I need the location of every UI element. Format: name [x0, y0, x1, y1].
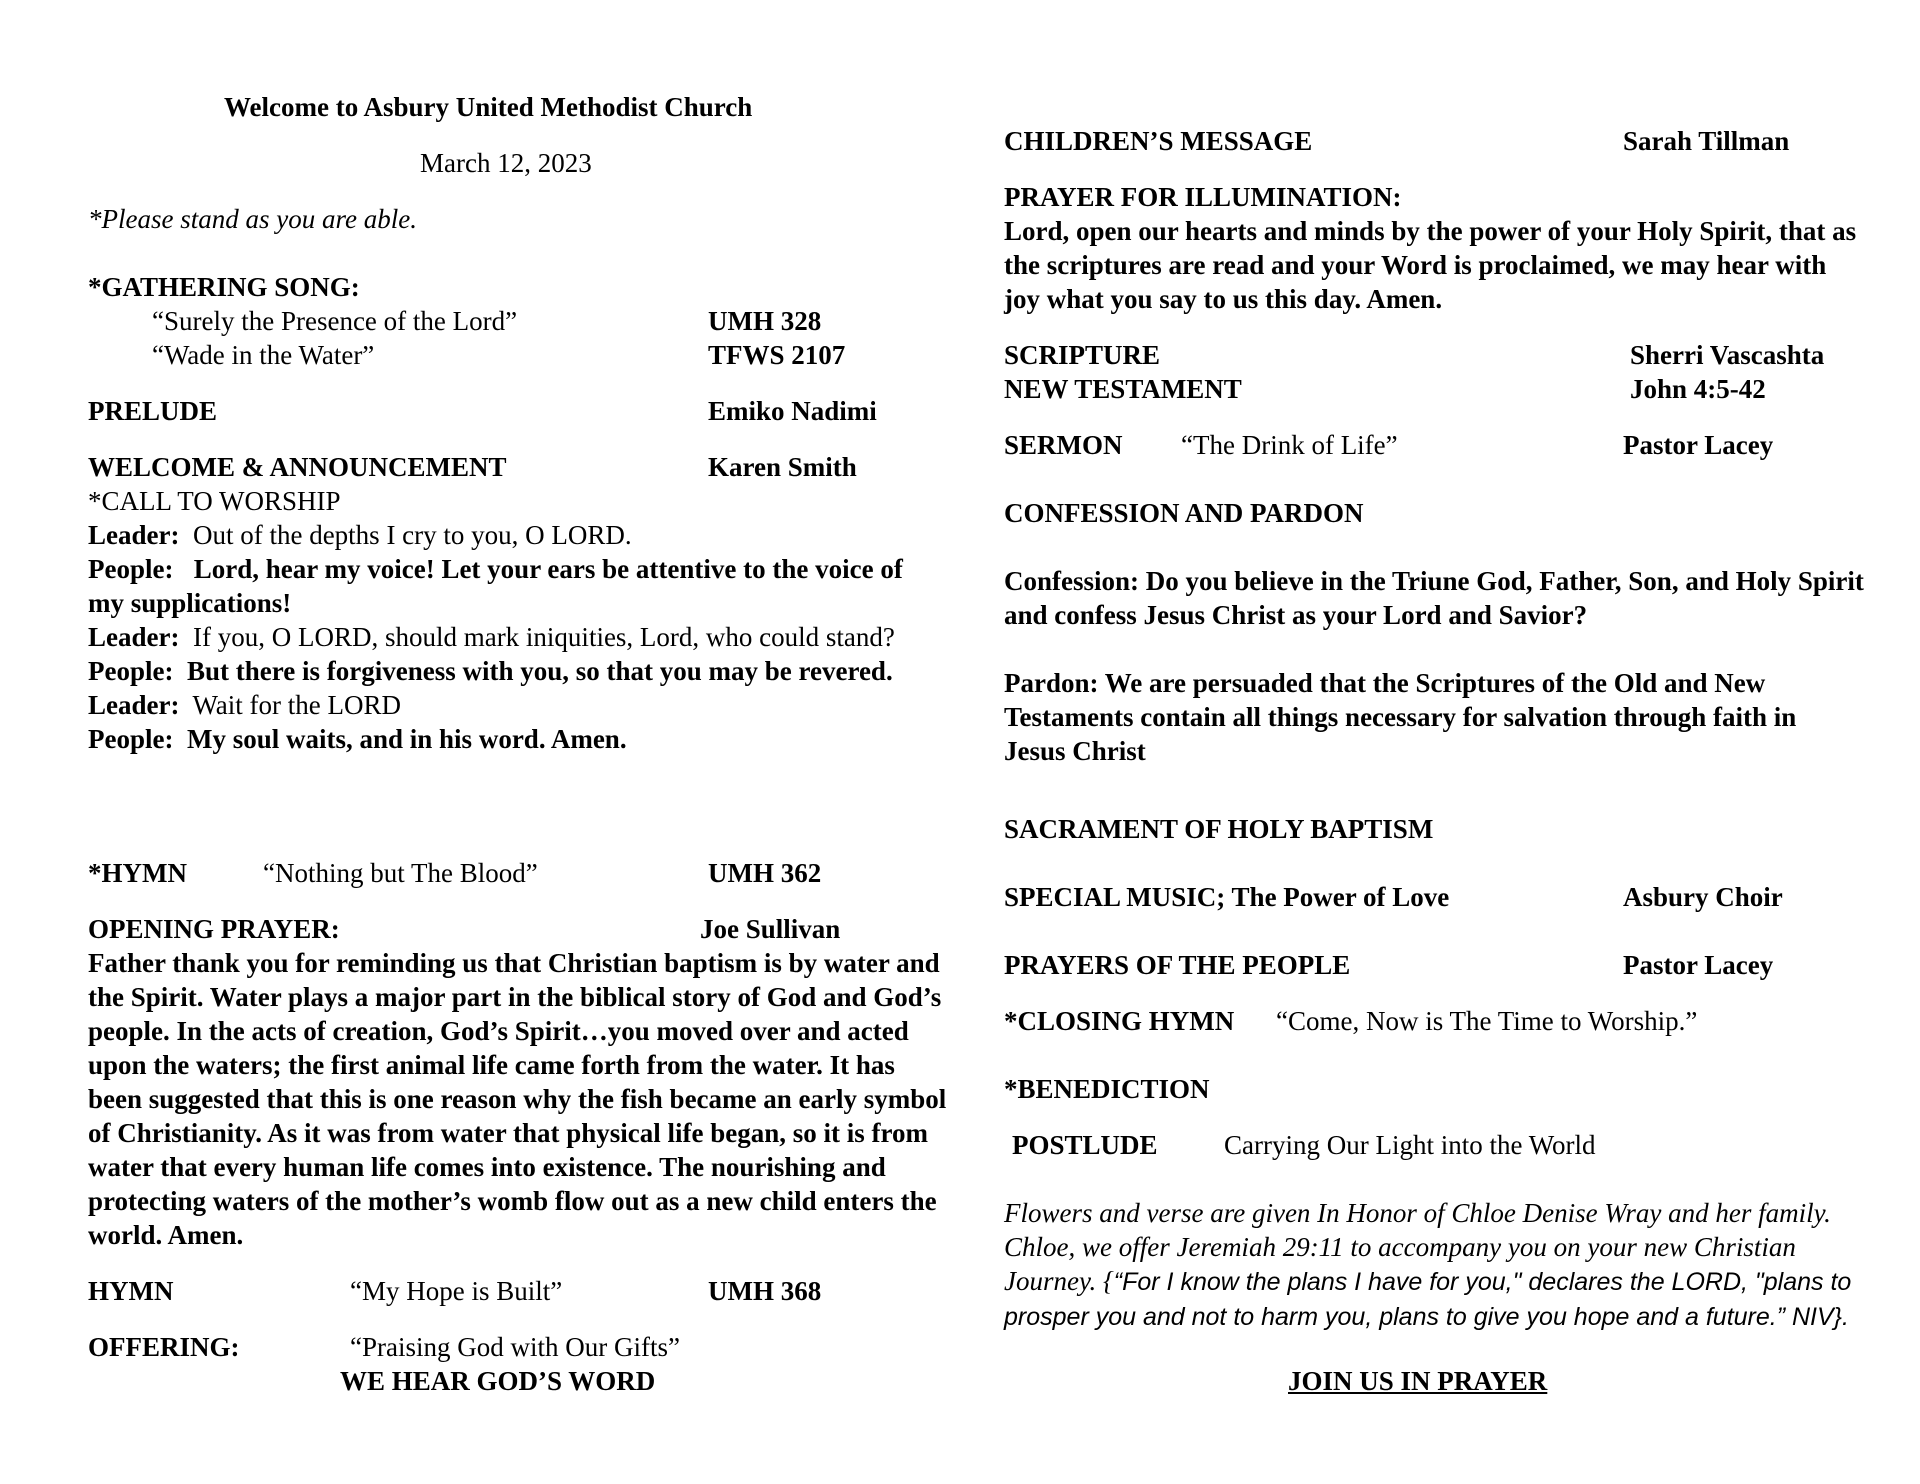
service-date: March 12, 2023 — [420, 148, 592, 178]
gathering-song-ref: UMH 328 — [708, 306, 822, 336]
litany-speaker: Leader: — [88, 622, 180, 652]
litany-line — [88, 654, 908, 688]
confession-text: Confession: Do you believe in the Triune God, Father, Son, and Holy Spirit and confess Jesus Christ as your Lord and Savior? — [1004, 566, 1864, 630]
welcome-heading: Welcome to Asbury United Methodist Church — [224, 92, 753, 122]
sermon-label: SERMON — [1004, 430, 1123, 460]
call-to-worship-litany — [88, 518, 908, 756]
gathering-song-title: “Wade in the Water” — [152, 340, 375, 370]
prayer-illumination-text: Lord, open our hearts and minds by the power of your Holy Spirit, that as the scriptures are read and your Word is proclaimed, we may hear with joy what you say to us this day. Amen. — [1004, 216, 1857, 314]
opening-prayer-person: Joe Sullivan — [700, 914, 841, 944]
offering-label: OFFERING: — [88, 1332, 240, 1362]
childrens-message-person: Sarah Tillman — [1623, 126, 1790, 156]
hymn-title: “My Hope is Built” — [350, 1276, 563, 1306]
offering-title: “Praising God with Our Gifts” — [350, 1332, 680, 1362]
childrens-message-label: CHILDREN’S MESSAGE — [1004, 126, 1313, 156]
litany-line — [88, 518, 908, 552]
sermon-preacher: Pastor Lacey — [1623, 430, 1774, 460]
litany-text: Wait for the LORD — [192, 690, 402, 720]
litany-text: But there is forgiveness with you, so that you may be revered. — [186, 656, 893, 686]
litany-text: My soul waits, and in his word. Amen. — [186, 724, 627, 754]
gathering-song-ref: TFWS 2107 — [708, 340, 846, 370]
confession-pardon-heading: CONFESSION AND PARDON — [1004, 498, 1364, 528]
litany-line — [88, 722, 908, 756]
flowers-verse: “For I know the plans I have for you," declares the LORD, "plans to prosper you and not to harm you, plans to give you hope and a future.” NIV}. — [1004, 1268, 1852, 1331]
litany-text: Out of the depths I cry to you, O LORD. — [192, 520, 632, 550]
hymn-label: HYMN — [88, 1276, 174, 1306]
hymn-ref: UMH 362 — [708, 858, 822, 888]
special-music-performer: Asbury Choir — [1623, 882, 1783, 912]
hymn-title: “Nothing but The Blood” — [263, 858, 538, 888]
litany-line — [88, 688, 908, 722]
prelude-person: Emiko Nadimi — [708, 396, 877, 426]
gathering-song-label: *GATHERING SONG: — [88, 272, 360, 302]
hymn-ref: UMH 368 — [708, 1276, 822, 1306]
litany-speaker: Leader: — [88, 520, 180, 550]
scripture-reader: Sherri Vascashta — [1630, 340, 1825, 370]
litany-speaker: People: — [88, 724, 174, 754]
postlude-title: Carrying Our Light into the World — [1224, 1130, 1596, 1160]
benediction-label: *BENEDICTION — [1004, 1074, 1210, 1104]
prayers-people-leader: Pastor Lacey — [1623, 950, 1774, 980]
litany-speaker: People: — [88, 656, 174, 686]
closing-hymn-title: “Come, Now is The Time to Worship.” — [1276, 1006, 1698, 1036]
scripture-reference: John 4:5-42 — [1630, 374, 1766, 404]
welcome-announcement-person: Karen Smith — [708, 452, 857, 482]
gathering-song-title: “Surely the Presence of the Lord” — [152, 306, 518, 336]
postlude-label: POSTLUDE — [1012, 1130, 1158, 1160]
closing-hymn-label: *CLOSING HYMN — [1004, 1006, 1235, 1036]
litany-line — [88, 552, 908, 620]
opening-prayer-label: OPENING PRAYER: — [88, 914, 340, 944]
sermon-title: “The Drink of Life” — [1181, 430, 1398, 460]
join-us-in-prayer: JOIN US IN PRAYER — [1288, 1366, 1548, 1396]
special-music-label: SPECIAL MUSIC; The Power of Love — [1004, 882, 1450, 912]
litany-text: If you, O LORD, should mark iniquities, Lord, who could stand? — [192, 622, 895, 652]
flowers-dedication — [1004, 1196, 1864, 1334]
pardon-text: Pardon: We are persuaded that the Scriptures of the Old and New Testaments contain all things necessary for salvation through faith in Jesus Christ — [1004, 668, 1797, 766]
flowers-dedication-serif: Flowers and verse are given In Honor of Chloe Denise Wray and her family. Chloe, we offer Jeremiah 29:11 to accompany you on your new Christian Journey. { — [1004, 1198, 1831, 1296]
litany-text: Lord, hear my voice! Let your ears be attentive to the voice of my supplications! — [88, 554, 903, 618]
we-hear-gods-word: WE HEAR GOD’S WORD — [340, 1366, 656, 1396]
stand-note: *Please stand as you are able. — [88, 204, 417, 234]
prelude-label: PRELUDE — [88, 396, 218, 426]
call-to-worship-label: *CALL TO WORSHIP — [88, 486, 341, 516]
welcome-announcement-label: WELCOME & ANNOUNCEMENT — [88, 452, 507, 482]
opening-prayer-text: Father thank you for reminding us that Christian baptism is by water and the Spirit. Water plays a major part in the biblical story of God and God’s people. In the acts of creation, God’s Spirit…you moved over and acted upon the waters; the first animal life came forth from the water. It has been suggested that this is one reason why the fish became an early symbol of Christianity. As it was from water that physical life began, so it is from water that every human life comes into existence. The nourishing and protecting waters of the mother’s womb flow out as a new child enters the world. Amen. — [88, 948, 947, 1250]
sacrament-heading: SACRAMENT OF HOLY BAPTISM — [1004, 814, 1434, 844]
litany-speaker: People: — [88, 554, 174, 584]
litany-line — [88, 620, 908, 654]
prayer-illumination-label: PRAYER FOR ILLUMINATION: — [1004, 182, 1402, 212]
litany-speaker: Leader: — [88, 690, 180, 720]
new-testament-label: NEW TESTAMENT — [1004, 374, 1242, 404]
hymn-label: *HYMN — [88, 858, 187, 888]
scripture-label: SCRIPTURE — [1004, 340, 1161, 370]
prayers-people-label: PRAYERS OF THE PEOPLE — [1004, 950, 1351, 980]
